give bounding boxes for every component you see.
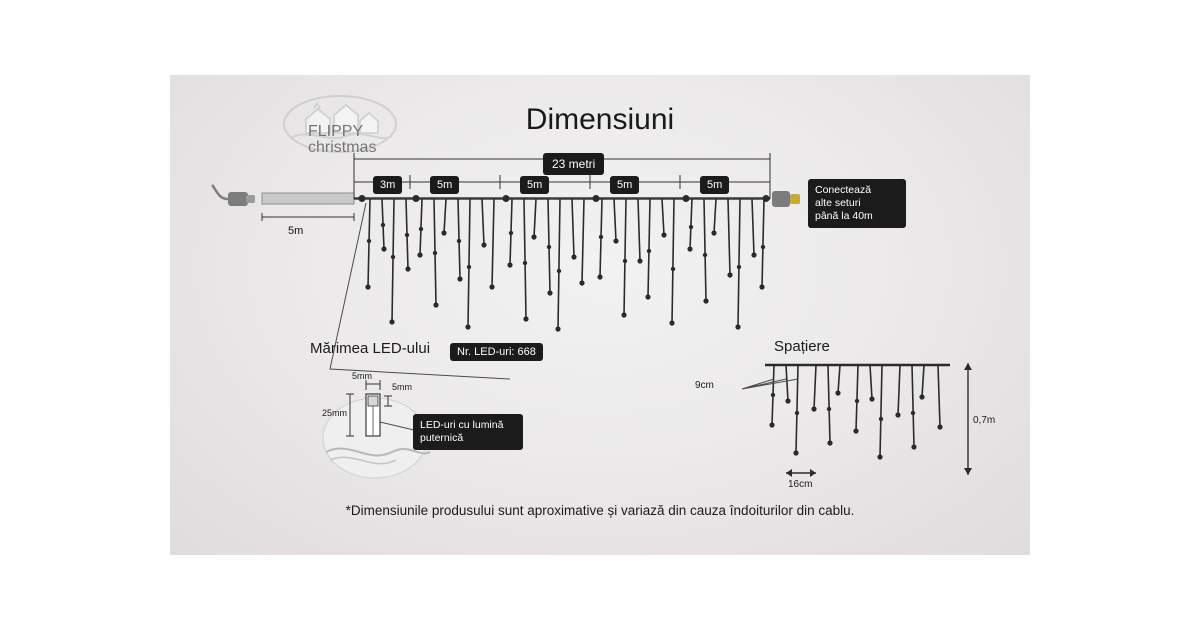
segment-tag-2: 5m xyxy=(430,176,459,194)
led-brightness-note xyxy=(413,414,523,450)
drop-height-label: 0,7m xyxy=(973,415,996,426)
segment-tag-3: 5m xyxy=(520,176,549,194)
lead-cable-length-label: 5m xyxy=(288,225,304,237)
power-plug-icon xyxy=(212,185,255,206)
spacing-drawing xyxy=(690,357,1010,497)
page-title: Dimensiuni xyxy=(525,103,675,136)
drop-spacing-label: 9cm xyxy=(695,380,714,391)
segment-tag-5: 5m xyxy=(700,176,729,194)
connector-note-line-2: alte seturi xyxy=(815,197,861,210)
watermark-brand-line2: christmas xyxy=(308,139,377,156)
segment-tag-4: 5m xyxy=(610,176,639,194)
watermark-brand-line1: FLIPPY xyxy=(308,123,364,140)
led-brightness-note-line-2: puternică xyxy=(420,432,464,445)
led-count-tag: Nr. LED-uri: 668 xyxy=(450,343,543,361)
total-length-tag: 23 metri xyxy=(543,153,604,175)
led-size-section-title: Mărimea LED-ului xyxy=(310,340,431,357)
strand-spacing-label: 16cm xyxy=(788,479,813,490)
led-total-height-label: 25mm xyxy=(322,408,348,418)
led-brightness-note-line-1: LED-uri cu lumină xyxy=(420,419,504,431)
connector-note-line-1: Conectează xyxy=(815,184,872,196)
segment-tag-1: 3m xyxy=(373,176,402,194)
spacing-section-title: Spațiere xyxy=(774,338,830,355)
diagram-panel xyxy=(170,75,1030,555)
led-head-height-label: 5mm xyxy=(392,382,412,392)
connector-note-line-3: până la 40m xyxy=(815,210,873,223)
end-connector-icon xyxy=(772,191,800,207)
connector-note xyxy=(808,179,906,228)
footnote-text: *Dimensiunile produsului sunt aproximative și variază din cauza îndoiturilor din cablu. xyxy=(345,503,855,518)
led-width-label: 5mm xyxy=(352,371,372,381)
